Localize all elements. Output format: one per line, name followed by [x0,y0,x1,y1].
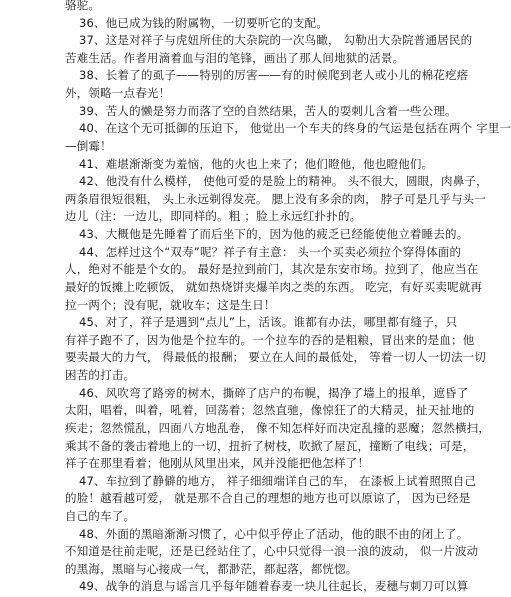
text-line: 37、这是对祥子与虎妞所住的大杂院的一次鸟瞰， 勾勒出大杂院普通居民的 [79,33,473,48]
text-line: 36、他已成为钱的附属物，一切要听它的支配。 [79,15,329,30]
text-line: 自己的车了。 [65,508,136,523]
text-line: 两条眉很短很粗， 头上永远剃得发亮。 腮上没有多余的肉， 脖子可是几乎与头一 [65,191,487,206]
text-line: 48、外面的黑暗渐渐习惯了，心中似乎停止了活动，他的眼不由的闭上了。 [79,526,469,541]
text-line: 的黑海，黑暗与心接成一气，都渺茫，都起落，都恍惚。 [65,561,358,576]
text-line: 边儿（注：一边儿，即同样的。粗 ；脸上永远红扑扑的。 [65,209,362,224]
text-line: 46、风吹弯了路旁的树木，撕碎了店户的布幌，揭净了墙上的报单，遮昏了 [79,385,469,400]
text-line: 要卖最大的力气， 得最低的报酬； 要立在人间的最低处， 等着一切人一切法一切 [65,350,487,365]
text-line: 太阳，唱着，叫着，吼着，回荡着；忽然直驰，像惊狂了的大精灵，扯天扯地的 [65,403,475,418]
text-line: 43、大概他是先睡着了而后坐下的，因为他的疲乏已经能使他立着睡去的。 [79,227,469,242]
text-line: 乘其不备的袭击着地上的一切，扭折了树枝，吹掀了屋瓦，撞断了电线；可是， [65,438,475,453]
text-line: 的脸！越看越可爱， 就是那不合自己的理想的地方也可以原谅了， 因为已经是 [65,491,471,506]
text-line: 45、对了，祥子是遇到“点儿”上，活该。谁都有办法，哪里都有缝子，只 [79,315,458,330]
text-line: 疾走；忽然慌乱，四面八方地乱卷， 像不知怎样好而决定乱撞的恶魔；忽然横扫， [65,420,491,435]
text-line: 49、战争的消息与谣言几乎每年随着春麦一块儿往起长，麦穗与刺刀可以算 [79,579,469,594]
text-line: 人，绝对不能是个女的。 最好是拉到前门，其次是东安市场。拉到了，他应当在 [65,262,479,277]
text-line: 祥子在那里看着；他刚从风里出来，风并没能把他怎样了！ [65,456,370,471]
text-line: 40、在这个无可抵御的压迫下， 他觉出一个车夫的终身的气运是包括在两个 字里一 [79,121,511,136]
text-line: 39、苦人的懒是努力而落了空的自然结果，苦人的耍刺儿含着一些公理。 [79,103,457,118]
text-line: 44、怎样过这个“双寿”呢？祥子有主意： 头一个买卖必须拉个穿得体面的 [79,244,462,259]
text-line: 41、难堪渐渐变为羞恼，他的火也上来了；他们瞪他，他也瞪他们。 [79,156,434,171]
text-line: 有祥子跑不了，因为他是个拉车的。一个拉车的吞的是粗粮，冒出来的是血；他 [65,332,475,347]
text-line: 47、车拉到了静僻的地方， 祥子细细端详自己的车， 在漆板上试着照照自己 [79,473,477,488]
text-line: 拉一两个；没有呢，就收车；这是生日！ [65,297,276,312]
text-line: 最好的饭摊上吃顿饭， 就如热烧饼夹爆羊肉之类的东西。 吃完，有好买卖呢就再 [65,279,483,294]
text-line: 42、他没有什么模样， 使他可爱的是脸上的精神。 头不很大，圆眼，肉鼻子， [79,174,488,189]
text-line: 苦难生活。作者用滴着血与泪的笔锋，画出了那人间地狱的活景。 [65,50,405,65]
text-line: 外，领略一点春光！ [65,86,171,101]
text-line: 困苦的打击。 [65,368,136,383]
text-line: —倒霉！ [65,138,112,153]
text-line: 不知道是往前走呢，还是已经站住了，心中只觉得一浪一浪的波动， 似一片波动 [65,544,479,559]
text-line: 骆驼。 [65,0,101,12]
text-line: 38、长着了的虱子——特别的厉害——有的时候爬到老人或小儿的棉花疙瘩 [79,68,469,83]
